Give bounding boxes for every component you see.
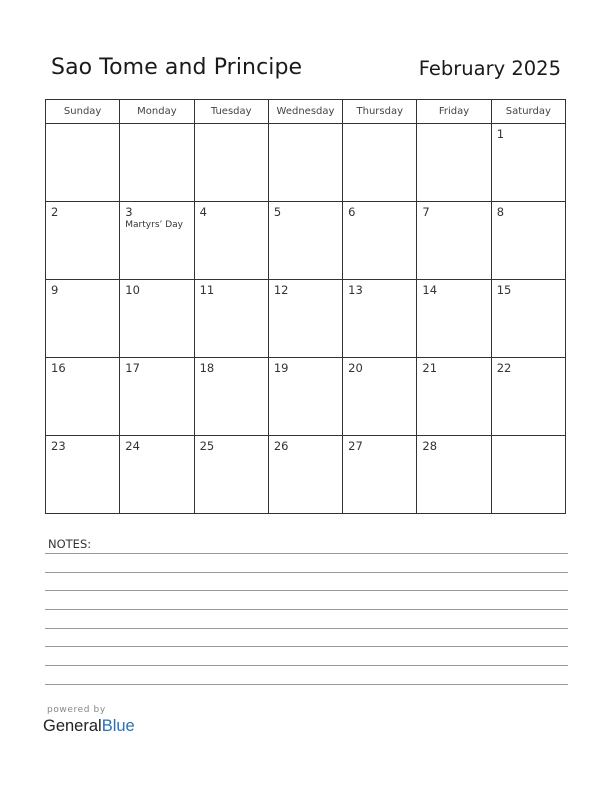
day-cell	[120, 436, 194, 514]
day-cell	[343, 436, 417, 514]
week-row	[46, 280, 566, 358]
empty-day-cell	[268, 124, 342, 202]
generalblue-logo[interactable]	[43, 717, 135, 736]
note-line	[45, 590, 568, 591]
day-number: 5	[273, 205, 282, 219]
empty-day-cell	[194, 124, 268, 202]
weekday-header-row	[46, 100, 566, 124]
day-number: 2	[51, 205, 59, 219]
day-number: 15	[496, 283, 512, 297]
day-cell	[194, 358, 268, 436]
day-number: 25	[199, 439, 215, 453]
day-cell	[268, 436, 342, 514]
note-line	[45, 553, 568, 554]
weekday-header: Tuesday	[194, 100, 268, 124]
empty-day-cell	[120, 124, 194, 202]
day-cell	[491, 358, 565, 436]
note-line	[45, 684, 568, 685]
day-number: 3	[125, 205, 133, 219]
day-number: 19	[273, 361, 289, 375]
day-cell	[46, 280, 120, 358]
holiday-label: Martyrs’ Day	[125, 220, 183, 230]
day-number: 23	[51, 439, 66, 453]
day-cell	[120, 358, 194, 436]
powered-by-text: powered by	[47, 705, 106, 715]
brand-blue-text: Blue	[101, 717, 135, 735]
day-cell	[120, 202, 194, 280]
day-cell	[120, 280, 194, 358]
day-number: 11	[199, 283, 215, 297]
weekday-header: Saturday	[491, 100, 565, 124]
day-number: 9	[51, 283, 59, 297]
day-number: 10	[125, 283, 140, 297]
day-cell	[194, 280, 268, 358]
empty-day-cell	[417, 124, 491, 202]
empty-day-cell	[46, 124, 120, 202]
note-line	[45, 646, 568, 647]
note-line	[45, 609, 568, 610]
day-cell	[194, 436, 268, 514]
week-row	[46, 124, 566, 202]
week-row	[46, 436, 566, 514]
day-number: 18	[199, 361, 215, 375]
day-number: 1	[496, 127, 505, 141]
week-row	[46, 358, 566, 436]
day-number: 28	[422, 439, 438, 453]
weekday-header: Thursday	[343, 100, 417, 124]
day-cell	[417, 202, 491, 280]
day-cell	[417, 436, 491, 514]
day-number: 21	[422, 361, 438, 375]
day-number: 7	[422, 205, 430, 219]
day-number: 12	[273, 283, 289, 297]
day-cell	[268, 202, 342, 280]
day-cell	[417, 358, 491, 436]
note-line	[45, 628, 568, 629]
day-number: 20	[348, 361, 363, 375]
day-cell	[194, 202, 268, 280]
day-cell	[491, 280, 565, 358]
day-number: 13	[348, 283, 363, 297]
day-cell	[343, 280, 417, 358]
day-number: 6	[348, 205, 356, 219]
empty-day-cell	[343, 124, 417, 202]
month-calendar-grid	[45, 99, 566, 514]
calendar-country-title: Sao Tome and Principe	[51, 55, 303, 80]
day-number: 24	[125, 439, 140, 453]
day-cell	[46, 202, 120, 280]
day-number: 8	[496, 205, 505, 219]
day-cell	[268, 280, 342, 358]
calendar-month-title: February 2025	[418, 57, 561, 80]
day-cell	[491, 124, 565, 202]
note-line	[45, 572, 568, 573]
day-number: 17	[125, 361, 140, 375]
day-cell	[46, 436, 120, 514]
week-row	[46, 202, 566, 280]
weekday-header: Friday	[417, 100, 491, 124]
day-number: 27	[348, 439, 363, 453]
day-number: 4	[199, 205, 207, 219]
day-number: 16	[51, 361, 66, 375]
weekday-header: Monday	[120, 100, 194, 124]
day-cell	[491, 202, 565, 280]
note-line	[45, 665, 568, 666]
day-cell	[343, 358, 417, 436]
day-number: 26	[273, 439, 289, 453]
empty-day-cell	[491, 436, 565, 514]
day-number: 22	[496, 361, 512, 375]
day-number: 14	[422, 283, 438, 297]
notes-label: NOTES:	[48, 537, 92, 551]
day-cell	[417, 280, 491, 358]
day-cell	[343, 202, 417, 280]
weekday-header: Wednesday	[268, 100, 342, 124]
weekday-header: Sunday	[46, 100, 120, 124]
day-cell	[268, 358, 342, 436]
day-cell	[46, 358, 120, 436]
brand-general-text: General	[43, 717, 102, 735]
